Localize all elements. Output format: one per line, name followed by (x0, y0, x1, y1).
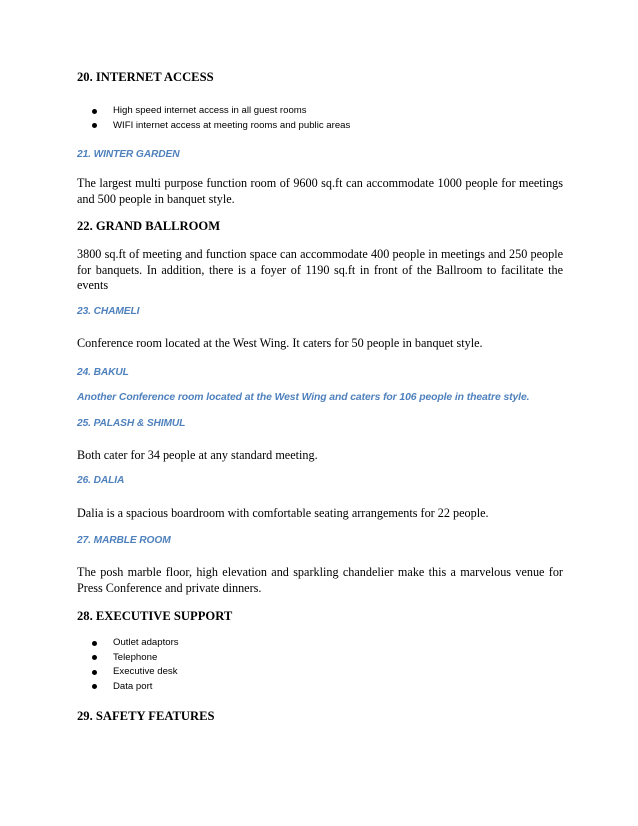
heading-executive-support: 28. EXECUTIVE SUPPORT (77, 609, 233, 623)
paragraph-marble-room: The posh marble floor, high elevation and sparkling chandelier make this a marvelous venue for Press Conference and private dinners. (77, 565, 563, 595)
heading-palash-shimul: 25. PALASH & SHIMUL (77, 418, 186, 429)
heading-chameli: 23. CHAMELI (77, 306, 140, 317)
list-item-text: Outlet adaptors (113, 637, 179, 648)
list-item-text: Data port (113, 680, 153, 692)
heading-bakul: 24. BAKUL (77, 367, 129, 378)
paragraph-dalia: Dalia is a spacious boardroom with comfortable seating arrangements for 22 people. (77, 506, 489, 520)
paragraph-chameli: Conference room located at the West Wing. It caters for 50 people in banquet style. (77, 336, 483, 350)
bullet-icon (92, 684, 97, 689)
heading-dalia: 26. DALIA (77, 475, 125, 486)
heading-safety-features: 29. SAFETY FEATURES (77, 709, 215, 723)
list-item (92, 119, 350, 134)
executive-support-list (92, 636, 179, 694)
paragraph-winter-garden: The largest multi purpose function room of 9600 sq.ft can accommodate 1000 people for meetings and 500 people in banquet style. (77, 176, 563, 206)
list-item (92, 680, 179, 695)
list-item-text: High speed internet access in all guest rooms (113, 105, 307, 116)
list-item-text: Executive desk (113, 666, 178, 678)
list-item (92, 651, 179, 666)
paragraph-palash-shimul: Both cater for 34 people at any standard meeting. (77, 448, 318, 462)
internet-access-list (92, 104, 350, 133)
list-item (92, 636, 179, 651)
list-item (92, 104, 350, 119)
list-item-text: WIFI internet access at meeting rooms and public areas (113, 119, 351, 131)
list-item-text: Telephone (113, 651, 158, 663)
list-item (92, 665, 179, 680)
bullet-icon (92, 641, 97, 646)
bullet-icon (92, 655, 97, 660)
paragraph-bakul: Another Conference room located at the West Wing and caters for 106 people in theatre style. (77, 392, 530, 403)
bullet-icon (92, 123, 97, 128)
bullet-icon (92, 670, 97, 675)
heading-winter-garden: 21. WINTER GARDEN (77, 149, 180, 160)
heading-marble-room: 27. MARBLE ROOM (77, 535, 171, 546)
bullet-icon (92, 109, 97, 114)
heading-grand-ballroom: 22. GRAND BALLROOM (77, 219, 221, 233)
paragraph-grand-ballroom: 3800 sq.ft of meeting and function space can accommodate 400 people in meetings and 250 people for banquets. In addition, there is a foyer of 1190 sq.ft in front of the Ballroom to facilitate the events (77, 247, 563, 292)
heading-internet-access: 20. INTERNET ACCESS (77, 70, 214, 84)
